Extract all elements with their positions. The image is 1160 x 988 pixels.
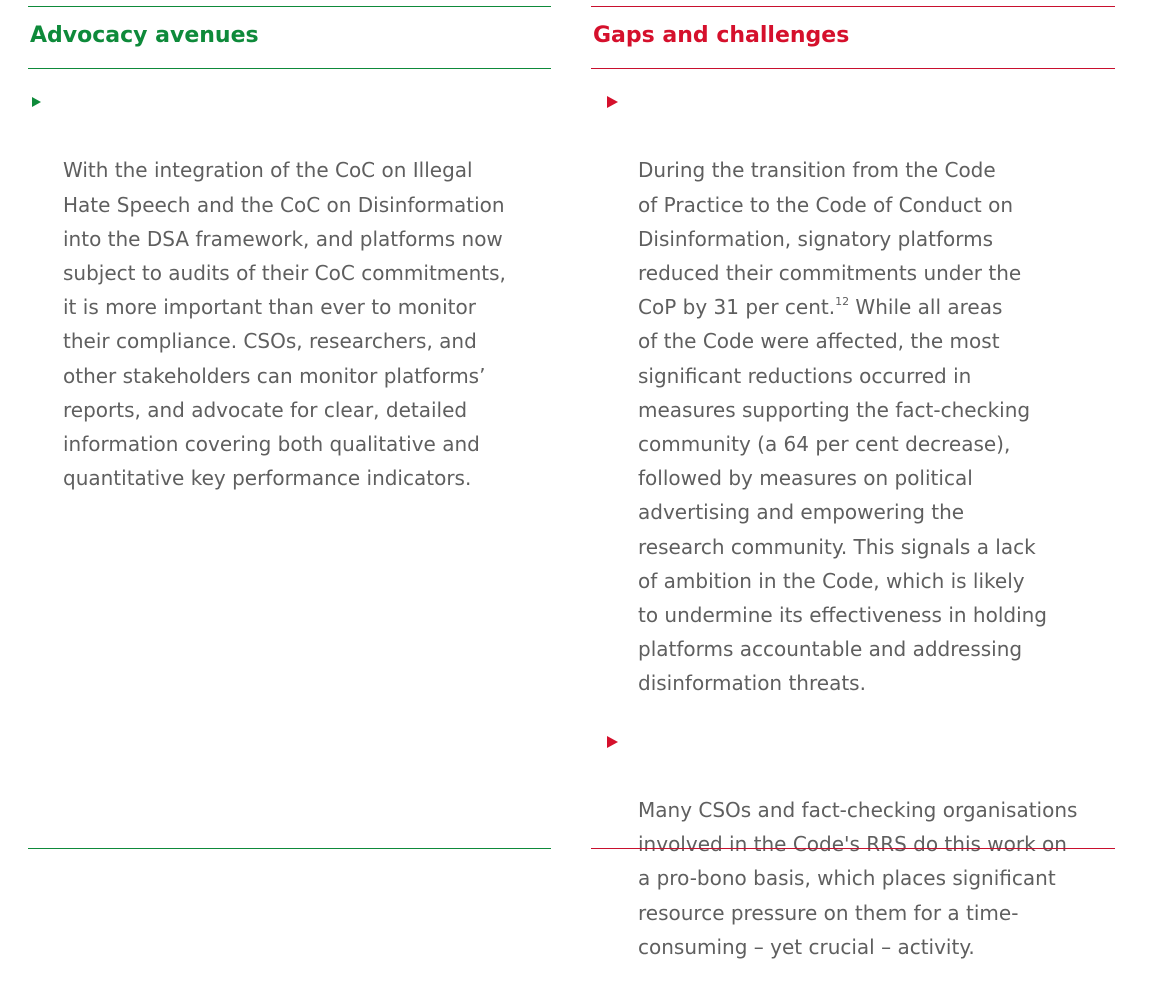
triangle-right-icon — [32, 97, 41, 107]
gaps-and-challenges-heading: Gaps and challenges — [593, 23, 850, 48]
heading-divider — [28, 68, 551, 69]
list-item — [591, 725, 1115, 964]
list-item-text-before: During the transition from the Code of Practice to the Code of Conduct on Disinformation, signatory platforms reduced their commitments under the CoP by 31 per cent. — [638, 158, 1022, 320]
advocacy-avenues-heading: Advocacy avenues — [30, 23, 259, 48]
advocacy-list — [28, 85, 551, 519]
list-item-text: Many CSOs and fact-checking organisations involved in the Code's RRS do this work on a pro-bono basis, which places significant resource pressure on them for a time- consuming – yet crucial – activity. — [638, 798, 1078, 959]
advocacy-avenues-panel — [28, 0, 551, 862]
gaps-and-challenges-panel — [591, 0, 1115, 959]
list-item — [591, 85, 1115, 701]
top-divider — [591, 6, 1115, 7]
triangle-right-icon — [607, 736, 618, 748]
footnote-reference[interactable]: 12 — [835, 294, 850, 308]
bottom-divider — [591, 848, 1115, 849]
list-item-text: With the integration of the CoC on Illegal Hate Speech and the CoC on Disinformation into the DSA framework, and platforms now subject to audits of their CoC commitments, it is more important than ever to monitor their compliance. CSOs, researchers, and other stakeholders can monitor platforms’ reports, and advocate for clear, detailed information covering both qualitative and quantitative key performance indicators. — [63, 158, 506, 491]
bottom-divider — [28, 848, 551, 849]
list-item — [28, 85, 551, 495]
top-divider — [28, 6, 551, 7]
list-item-text-after: While all areas of the Code were affected, the most significant reductions occurred in measures supporting the fact-checking community (a 64 per cent decrease), followed by measures on political advertising and empowering the research community. This signals a lack of ambition in the Code, which is likely to undermine its effectiveness in holding platforms accountable and addressing disinformation threats. — [638, 295, 1047, 696]
challenges-list — [591, 85, 1115, 988]
heading-divider — [591, 68, 1115, 69]
triangle-right-icon — [607, 96, 618, 108]
